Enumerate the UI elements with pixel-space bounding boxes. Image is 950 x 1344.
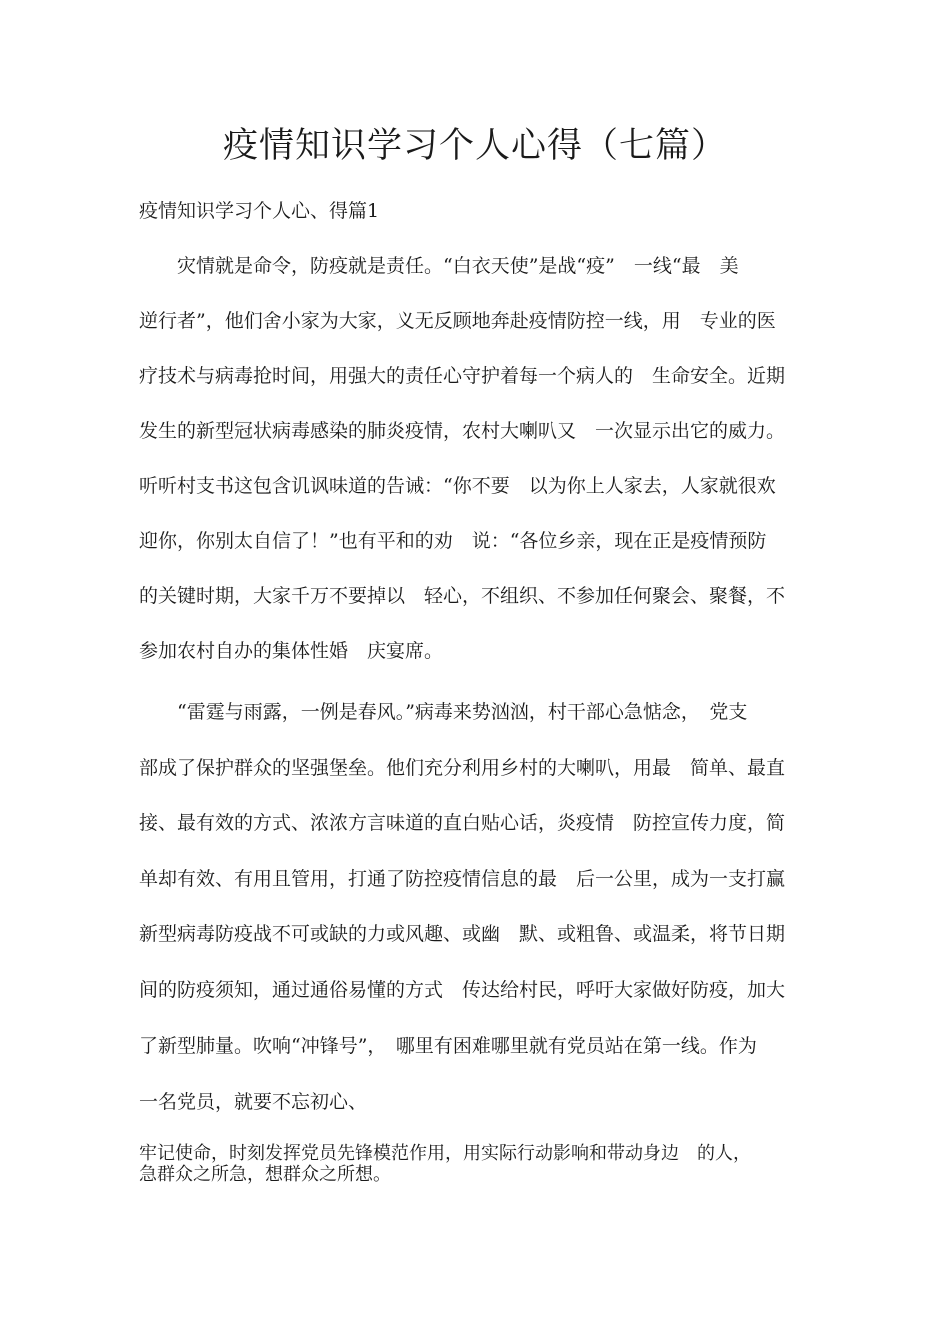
paragraph-3-line-1: 牢记使命，时刻发挥党员先锋模范作用，用实际行动影响和带动身边 的人，: [139, 1143, 751, 1164]
paragraph-1-line-5: 听听村支书这包含讥讽味道的告诫：“你不要 以为你上人家去，人家就很欢: [139, 475, 776, 497]
paragraph-1-line-2: 逆行者”，他们舍小家为大家，义无反顾地奔赴疫情防控一线，用 专业的医: [139, 310, 776, 332]
paragraph-2-line-3: 接、最有效的方式、浓浓方言味道的直白贴心话，炎疫情 防控宣传力度，简: [139, 812, 786, 834]
paragraph-2-line-7: 了新型肺量。吹响“冲锋号”， 哪里有困难哪里就有党员站在第一线。作为: [139, 1035, 757, 1057]
paragraph-2-line-4: 单却有效、有用且管用，打通了防控疫情信息的最 后一公里，成为一支打赢: [139, 868, 786, 890]
paragraph-2-line-8: 一名党员，就要不忘初心、: [139, 1091, 368, 1113]
paragraph-2-line-5: 新型病毒防疫战不可或缺的力或风趣、或幽 默、或粗鲁、或温柔，将节日期: [139, 923, 786, 945]
paragraph-2-line-2: 部成了保护群众的坚强堡垒。他们充分利用乡村的大喇叭，用最 简单、最直: [139, 757, 786, 779]
paragraph-1-line-8: 参加农村自办的集体性婚 庆宴席。: [139, 640, 444, 662]
paragraph-1-line-4: 发生的新型冠状病毒感染的肺炎疫情，农村大喇叭又 一次显示出它的威力。: [139, 420, 786, 442]
paragraph-1-line-1: 灾情就是命令，防疫就是责任。“白衣天使”是战“疫” 一线“最 美: [139, 255, 739, 277]
paragraph-2-line-6: 间的防疫须知，通过通俗易懂的方式 传达给村民，呼吁大家做好防疫，加大: [139, 979, 786, 1001]
section-heading: 疫情知识学习个人心、得篇1: [139, 200, 380, 222]
paragraph-3-line-2: 急群众之所急，想群众之所想。: [139, 1164, 391, 1185]
paragraph-2-line-1: “雷霆与雨露，一例是春风。”病毒来势汹汹，村干部心急惦念， 党支: [139, 701, 748, 723]
document-title: 疫情知识学习个人心得（七篇）: [222, 126, 727, 166]
paragraph-1-line-6: 迎你，你别太自信了！”也有平和的劝 说：“各位乡亲，现在正是疫情预防: [139, 530, 767, 552]
paragraph-1-line-3: 疗技术与病毒抢时间，用强大的责任心守护着每一个病人的 生命安全。近期: [139, 365, 786, 387]
paragraph-1-line-7: 的关键时期，大家千万不要掉以 轻心，不组织、不参加任何聚会、聚餐，不: [139, 585, 786, 607]
